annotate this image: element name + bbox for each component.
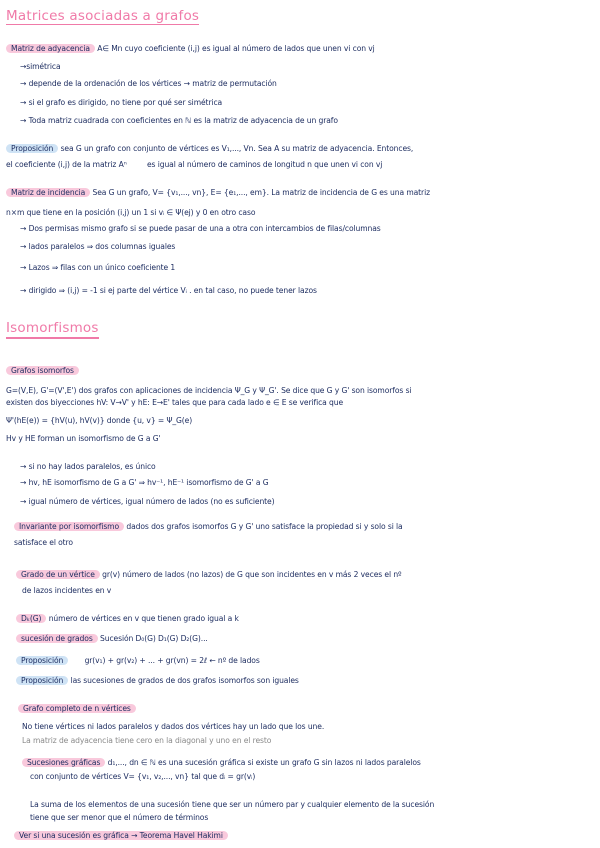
adjacency-definition (6, 44, 375, 54)
adjacency-bullet-2: → depende de la ordenación de los vértices → matriz de permutación (20, 79, 277, 88)
isomorphic-label-row (6, 366, 79, 376)
proposition-2-row (16, 656, 260, 666)
graphic-sequence-text-1: d₁,..., dn ∈ ℕ es una sucesión gráfica si existe un grafo G sin lazos ni lados paralelos (107, 758, 421, 767)
incidence-bullet-3: → Lazos ⇒ filas con un único coeficiente 1 (20, 263, 176, 272)
proposition-3-row (16, 676, 299, 686)
degree-sequence-label: sucesión de grados (16, 634, 98, 643)
isomorphic-bullet-1: → si no hay lados paralelos, es único (20, 462, 156, 471)
incidence-text-1: Sea G un grafo, V= {v₁,..., vn}, E= {e₁,..., em}. La matriz de incidencia de G es una matriz (92, 188, 430, 197)
proposition-3-text: las sucesiones de grados de dos grafos isomorfos son iguales (70, 676, 299, 685)
section-title-matrices: Matrices asociadas a grafos (6, 8, 200, 24)
adjacency-bullet-4: → Toda matriz cuadrada con coeficientes en ℕ es la matriz de adyacencia de un grafo (20, 116, 338, 125)
incidence-bullet-2: → lados paralelos ⇒ dos columnas iguales (20, 242, 176, 251)
dk-label: Dₖ(G) (16, 614, 46, 623)
proposition-1-line-2 (6, 160, 382, 170)
complete-graph-line-2: La matriz de adyacencia tiene cero en la diagonal y uno en el resto (22, 736, 272, 745)
graphic-sequence-line-2: con conjunto de vértices V= {v₁, v₂,..., vn} tal que dᵢ = gr(vᵢ) (30, 772, 256, 781)
incidence-line-2: n×m que tiene en la posición (i,j) un 1 si vᵢ ∈ Ψ(ej) y 0 en otro caso (6, 208, 256, 217)
adjacency-def-text: A∈ Mn cuyo coeficiente (i,j) es igual al número de lados que unen vi con vj (97, 44, 375, 53)
proposition-1-text-a: el coeficiente (i,j) de la matriz Aⁿ (6, 160, 127, 169)
invariant-label: Invariante por isomorfismo (14, 522, 124, 531)
havel-hakimi-row (14, 831, 228, 841)
invariant-line-2: satisface el otro (14, 538, 73, 547)
complete-graph-label: Grafo completo de n vértices (18, 704, 136, 713)
invariant-line-1 (14, 522, 403, 532)
degree-label: Grado de un vértice (16, 570, 100, 579)
isomorphic-line-4: Hv y HE forman un isomorfismo de G a G' (6, 434, 161, 443)
proposition-1-text-b: es igual al número de caminos de longitud n que unen vi con vj (146, 160, 383, 169)
dk-text: número de vértices en v que tienen grado igual a k (48, 614, 239, 623)
incidence-bullet-4: → dirigido ⇒ (i,j) = -1 si ej parte del vértice Vᵢ . en tal caso, no puede tener lazos (20, 286, 317, 295)
proposition-1-label: Proposición (6, 144, 58, 153)
degree-line-1 (16, 570, 402, 580)
incidence-label: Matriz de incidencia (6, 188, 90, 197)
isomorphic-label: Grafos isomorfos (6, 366, 79, 375)
dk-row (16, 614, 239, 624)
proposition-1-line-1 (6, 144, 413, 154)
graphic-sequence-line-4: tiene que ser menor que el número de términos (30, 813, 209, 822)
complete-graph-label-row (18, 704, 136, 714)
isomorphic-bullet-2: → hv, hE isomorfismo de G a G' ⇒ hv⁻¹, hE⁻¹ isomorfismo de G' a G (20, 478, 269, 487)
adjacency-label: Matriz de adyacencia (6, 44, 95, 53)
invariant-text-1: dados dos grafos isomorfos G y G' uno satisface la propiedad si y solo si la (126, 522, 403, 531)
proposition-2-text: gr(v₁) + gr(v₂) + ... + gr(vn) = 2ℓ ← nº de lados (84, 656, 260, 665)
graphic-sequence-label: Sucesiones gráficas (22, 758, 105, 767)
isomorphic-line-1: G=(V,E), G'=(V',E') dos grafos con aplicaciones de incidencia Ψ_G y Ψ_G'. Se dice que G y G' son isomorfos si (6, 386, 412, 395)
isomorphic-bullet-3: → igual número de vértices, igual número de lados (no es suficiente) (20, 497, 275, 506)
isomorphic-line-3: Ψ'(hE(e)) = {hV(u), hV(v)} donde {u, v} = Ψ_G(e) (6, 416, 193, 425)
degree-line-2: de lazos incidentes en v (22, 586, 112, 595)
complete-graph-line-1: No tiene vértices ni lados paralelos y dados dos vértices hay un lado que los une. (22, 722, 325, 731)
degree-text-1: gr(v) número de lados (no lazos) de G que son incidentes en v más 2 veces el nº (102, 570, 402, 579)
adjacency-bullet-3: → si el grafo es dirigido, no tiene por qué ser simétrica (20, 98, 223, 107)
proposition-1-text: sea G un grafo con conjunto de vértices es V₁,..., Vn. Sea A su matriz de adyacencia. Entonces, (60, 144, 414, 153)
adjacency-bullet-1: →simétrica (20, 62, 61, 71)
degree-sequence-text: Sucesión D₀(G) D₁(G) D₂(G)... (100, 634, 208, 643)
isomorphic-line-2: existen dos biyecciones hV: V→V' y hE: E→E' tales que para cada lado e ∈ E se verifica que (6, 398, 344, 407)
proposition-2-label: Proposición (16, 656, 68, 665)
incidence-line-1 (6, 188, 430, 198)
degree-sequence-row (16, 634, 208, 644)
incidence-bullet-1: → Dos permisas mismo grafo si se puede pasar de una a otra con intercambios de filas/columnas (20, 224, 381, 233)
section-title-isomorfismos: Isomorfismos (6, 320, 99, 339)
proposition-3-label: Proposición (16, 676, 68, 685)
havel-hakimi-text: Ver si una sucesión es gráfica → Teorema Havel Hakimi (14, 831, 228, 840)
graphic-sequence-line-1 (22, 758, 421, 768)
graphic-sequence-line-3: La suma de los elementos de una sucesión tiene que ser un número par y cualquier elemento de la sucesión (30, 800, 435, 809)
